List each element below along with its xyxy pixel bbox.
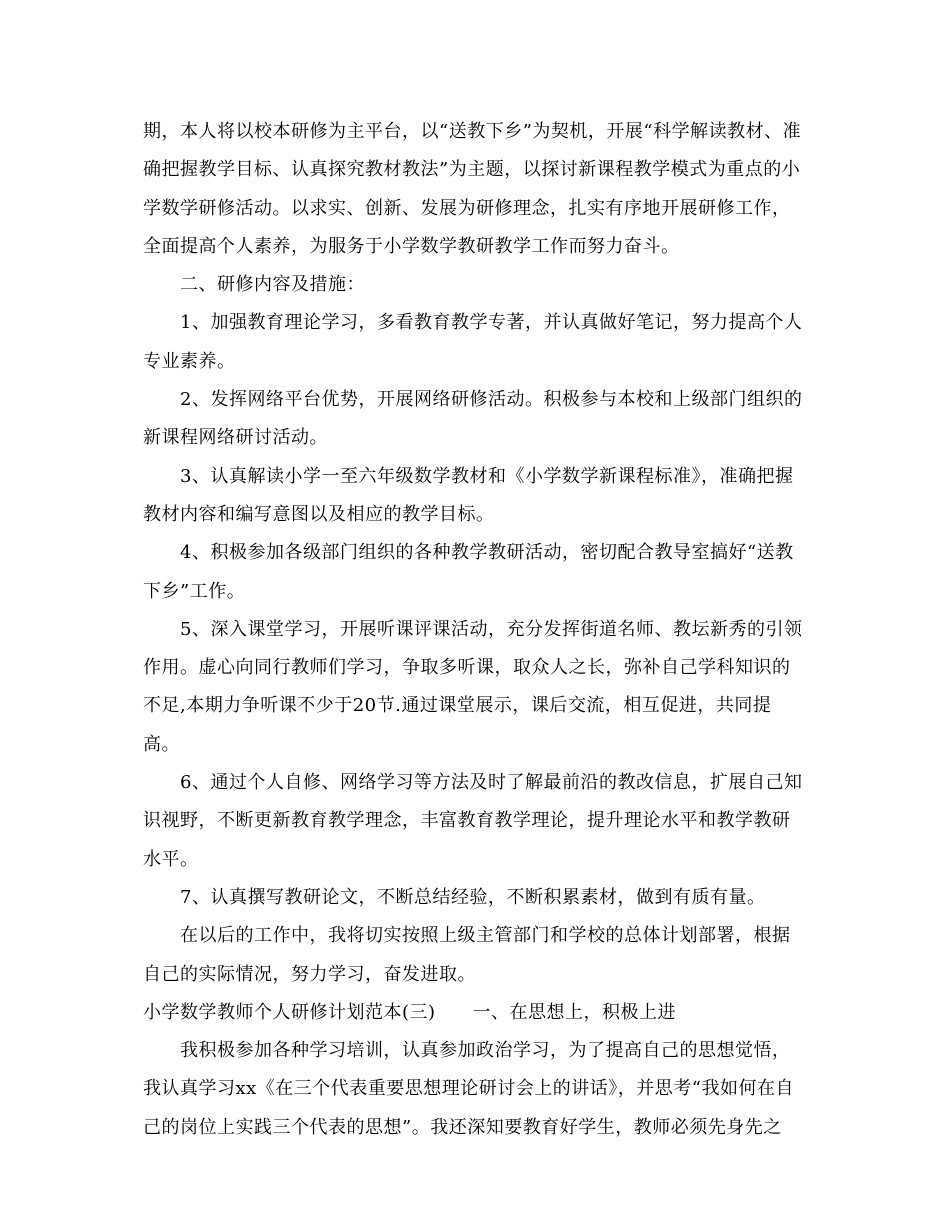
text-line: 下乡”工作。 — [143, 580, 246, 602]
text-line: 识视野，不断更新教育教学理念，丰富教育教学理论，提升理论水平和教学教研 — [143, 810, 791, 832]
text-line: 3、认真解读小学一至六年级数学教材和《小学数学新课程标准》，准确把握 — [180, 465, 794, 487]
text-line: 学数学研修活动。以求实、创新、发展为研修理念，扎实有序地开展研修工作， — [143, 197, 791, 219]
text-line: 不足,本期力争听课不少于20节.通过课堂展示，课后交流，相互促进，共同提 — [143, 695, 772, 717]
text-line: 我认真学习xx《在三个代表重要思想理论研讨会上的讲话》，并思考“我如何在自 — [143, 1078, 795, 1100]
text-line: 全面提高个人素养，为服务于小学数学教研教学工作而努力奋斗。 — [143, 235, 680, 257]
document-body — [143, 113, 808, 1147]
text-line: 6、通过个人自修、网络学习等方法及时了解最前沿的教改信息，扩展自己知 — [180, 772, 803, 794]
text-line: 自己的实际情况，努力学习，奋发进取。 — [143, 963, 476, 985]
text-line: 2、发挥网络平台优势，开展网络研修活动。积极参与本校和上级部门组织的 — [180, 389, 803, 411]
text-line: 4、积极参加各级部门组织的各种教学教研活动，密切配合教导室搞好“送教 — [180, 542, 794, 564]
text-line: 专业素养。 — [143, 350, 236, 372]
text-line: 在以后的工作中，我将切实按照上级主管部门和学校的总体计划部署，根据 — [180, 925, 791, 947]
text-line: 7、认真撰写教研论文，不断总结经验，不断积累素材，做到有质有量。 — [180, 886, 766, 908]
text-line: 新课程网络研讨活动。 — [143, 427, 328, 449]
text-line: 我积极参加各种学习培训，认真参加政治学习，为了提高自己的思想觉悟， — [180, 1040, 791, 1062]
text-line: 水平。 — [143, 848, 199, 870]
text-line: 5、深入课堂学习，开展听课评课活动，充分发挥街道名师、教坛新秀的引领 — [180, 618, 803, 640]
text-line: 教材内容和编写意图以及相应的教学目标。 — [143, 503, 495, 525]
section-heading: 二、研修内容及措施： — [180, 274, 365, 296]
text-line: 期，本人将以校本研修为主平台，以“送教下乡”为契机，开展“科学解读教材、准 — [143, 121, 802, 142]
text-line: 确把握教学目标、认真探究教材教法”为主题，以探讨新课程教学模式为重点的小 — [143, 159, 801, 181]
text-line: 作用。虚心向同行教师们学习，争取多听课，取众人之长，弥补自己学科知识的 — [143, 657, 791, 679]
text-line: 1、加强教育理论学习，多看教育教学专著，并认真做好笔记，努力提高个人 — [180, 312, 803, 334]
section-title: 小学数学教师个人研修计划范本(三) 一、在思想上，积极上进 — [143, 1001, 677, 1023]
text-line: 高。 — [143, 733, 180, 755]
text-line: 己的岗位上实践三个代表的思想”。我还深知要教育好学生，教师必须先身先之 — [143, 1116, 782, 1138]
